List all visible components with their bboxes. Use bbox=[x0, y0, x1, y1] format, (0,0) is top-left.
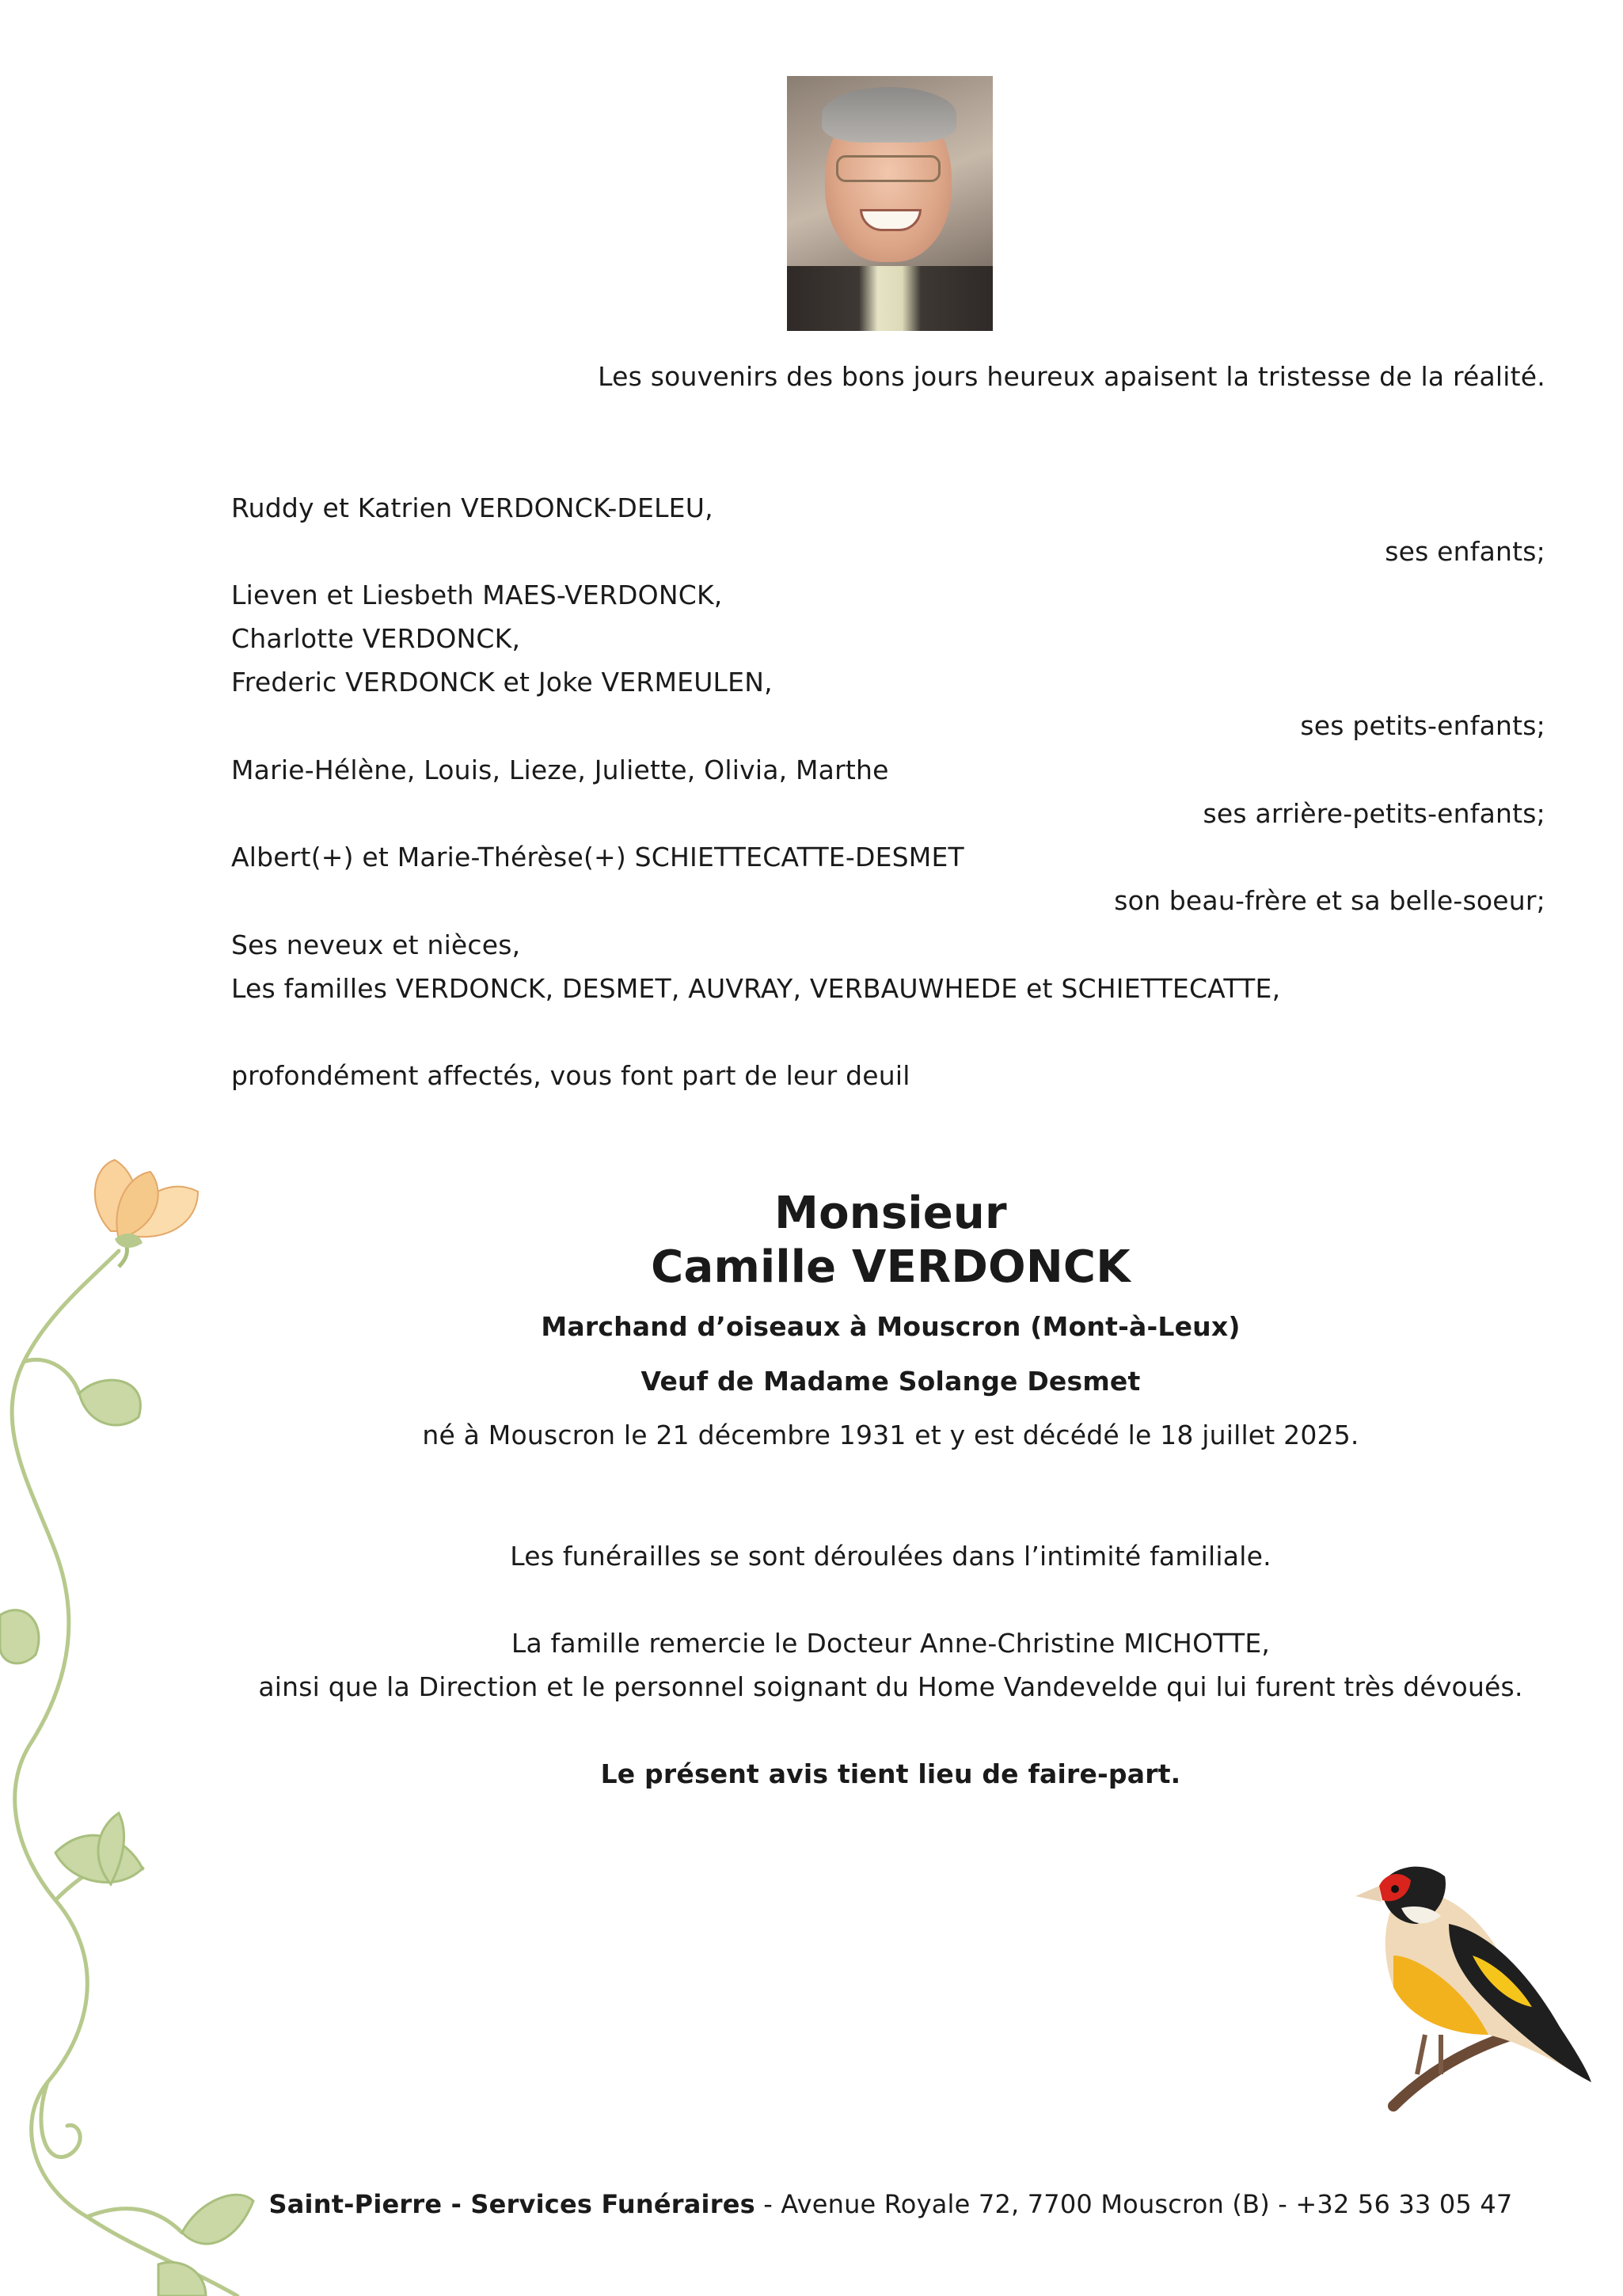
in-laws-line: Albert(+) et Marie-Thérèse(+) SCHIETTECATTE-DESMET bbox=[231, 842, 964, 872]
photo-glasses bbox=[836, 155, 941, 182]
notice-line: Le présent avis tient lieu de faire-part. bbox=[600, 1758, 1181, 1789]
grandchildren-label: ses petits-enfants; bbox=[1300, 710, 1545, 741]
goldfinch-bird-icon bbox=[1306, 1837, 1599, 2130]
photo-jacket bbox=[787, 266, 993, 331]
funeral-note: Les funérailles se sont déroulées dans l’intimité familiale. bbox=[510, 1541, 1271, 1572]
deceased-occupation: Marchand d’oiseaux à Mouscron (Mont-à-Leux) bbox=[541, 1311, 1241, 1342]
grandchild-line-2: Charlotte VERDONCK, bbox=[231, 623, 521, 654]
thanks-line-1: La famille remercie le Docteur Anne-Christine MICHOTTE, bbox=[511, 1628, 1271, 1659]
deceased-widower: Veuf de Madame Solange Desmet bbox=[640, 1366, 1141, 1397]
nephews-line: Ses neveux et nièces, bbox=[231, 929, 521, 960]
footer-address: - Avenue Royale 72, 7700 Mouscron (B) - +32 56 33 05 47 bbox=[754, 2189, 1513, 2219]
deceased-name: Camille VERDONCK bbox=[651, 1241, 1131, 1293]
footer-company: Saint-Pierre - Services Funéraires bbox=[268, 2189, 755, 2219]
photo-hair bbox=[822, 87, 956, 143]
deceased-dates: né à Mouscron le 21 décembre 1931 et y est décédé le 18 juillet 2025. bbox=[422, 1420, 1359, 1450]
children-line: Ruddy et Katrien VERDONCK-DELEU, bbox=[231, 492, 713, 523]
rose-flower-icon bbox=[79, 1152, 214, 1271]
announcement-line: profondément affectés, vous font part de leur deuil bbox=[231, 1060, 910, 1091]
great-grandchildren-line: Marie-Hélène, Louis, Lieze, Juliette, Olivia, Marthe bbox=[231, 755, 889, 785]
memorial-quote: Les souvenirs des bons jours heureux apaisent la tristesse de la réalité. bbox=[598, 361, 1545, 392]
deceased-title: Monsieur bbox=[774, 1188, 1007, 1239]
vine-leaves-icon bbox=[0, 1156, 261, 2296]
great-grandchildren-label: ses arrière-petits-enfants; bbox=[1203, 798, 1545, 829]
in-laws-label: son beau-frère et sa belle-soeur; bbox=[1114, 885, 1545, 916]
portrait-photo bbox=[787, 76, 993, 331]
grandchild-line-1: Lieven et Liesbeth MAES-VERDONCK, bbox=[231, 580, 723, 610]
thanks-line-2: ainsi que la Direction et le personnel soignant du Home Vandevelde qui lui furent très dévoués. bbox=[258, 1671, 1523, 1702]
families-line: Les familles VERDONCK, DESMET, AUVRAY, VERBAUWHEDE et SCHIETTECATTE, bbox=[231, 973, 1281, 1004]
grandchild-line-3: Frederic VERDONCK et Joke VERMEULEN, bbox=[231, 667, 773, 698]
children-label: ses enfants; bbox=[1385, 536, 1545, 567]
